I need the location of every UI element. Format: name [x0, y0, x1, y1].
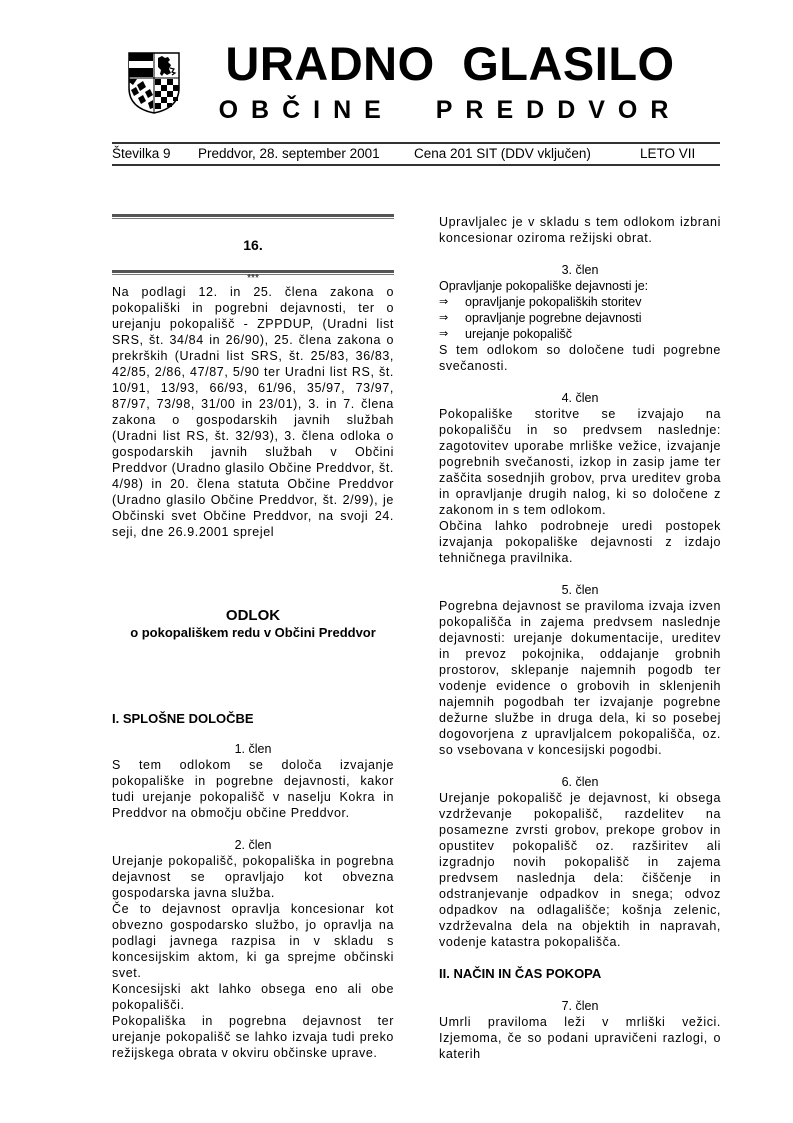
article-5-text: Pogrebna dejavnost se praviloma izvaja izven pokopališča in zajema predvsem naslednje dejavnosti: urejanje dokumentacije, ureditev in prevoz pokojnika, oddajanje grobnih prostorov, sklepanje najemnih pogodb ter vodenje evidence o grobovih in sklenjenih najemnih pogodbah ter izvajanje pogrebne dežurne službe in druga dela, ki so posebej dogovorjena z upravljalcem pokopališča, oz. so vsebovana v koncesijski pogodbi.	[439, 599, 721, 757]
left-column	[112, 214, 394, 1061]
document-number: 16.	[243, 237, 263, 253]
decree-title: ODLOK	[225, 607, 281, 624]
article-4-paragraph: Pokopališke storitve se izvajajo na pokopališču in so predvsem naslednje: zagotovitev uporabe mrliške vežice, izvajanje pogrebnih svečanosti, izkop in zasip jame ter zaščita sosednjih grobov, prva ureditev groba in opravljanje drugih nalog, ki so določene z zakonom in s tem odlokom.	[439, 407, 721, 517]
article-3-list	[439, 294, 721, 342]
issue-number: Številka 9	[112, 146, 171, 161]
issue-place-date: Preddvor, 28. september 2001	[198, 146, 380, 161]
list-item-text: opravljanje pogrebne dejavnosti	[465, 311, 642, 325]
article-2-paragraph: Če to dejavnost opravlja koncesionar kot obvezno gospodarsko službo, jo opravlja na podlagi javnega razpisa in v skladu s koncesijskim aktom, ki ga sprejme občinski svet.	[112, 902, 394, 980]
article-1-heading: 1. člen	[234, 742, 272, 756]
article-3-heading: 3. člen	[561, 263, 599, 277]
article-4-heading: 4. člen	[561, 391, 599, 405]
coat-of-arms-icon	[128, 52, 180, 114]
article-7-heading: 7. člen	[561, 999, 599, 1013]
list-item-text: urejanje pokopališč	[465, 327, 573, 341]
list-item	[439, 294, 721, 310]
article-1-text: S tem odlokom se določa izvajanje pokopališke in pogrebne dejavnosti, kakor tudi urejanje pokopališč v naselju Kokra in Preddvor na območju občine Preddvor.	[112, 758, 394, 820]
article-2-paragraph: Koncesijski akt lahko obsega eno ali obe pokopališči.	[112, 982, 394, 1012]
section-heading-1: I. SPLOŠNE DOLOČBE	[112, 711, 254, 726]
article-7-text: Umrli praviloma leži v mrliški vežici. Izjemoma, če so podani upravičeni razlogi, o katerih	[439, 1015, 721, 1061]
issue-price: Cena 201 SIT (DDV vključen)	[414, 146, 591, 161]
list-item	[439, 310, 721, 326]
article-3-intro: Opravljanje pokopališke dejavnosti je:	[439, 279, 649, 293]
publication-title: URADNO GLASILO	[225, 37, 675, 90]
divider	[112, 214, 394, 217]
continuation-text: Upravljalec je v skladu s tem odlokom izbrani koncesionar oziroma režijski obrat.	[439, 215, 721, 245]
article-2-heading: 2. člen	[234, 838, 272, 852]
article-3-outro: S tem odlokom so določene tudi pogrebne svečanosti.	[439, 343, 721, 373]
decree-heading	[112, 607, 394, 641]
list-item	[439, 326, 721, 342]
article-6-heading: 6. člen	[561, 775, 599, 789]
preamble-text: Na podlagi 12. in 25. člena zakona o pokopališki in pogrebni dejavnosti, ter o urejanju pokopališč - ZPPDUP, (Uradni list SRS, št. 34/84 in 26/90), 25. člena zakona o prekrških (Uradni list SRS, št. 25/83, 36/83, 42/85, 2/86, 47/87, 5/90 ter Uradni list RS, št. 10/91, 13/93, 66/93, 61/96, 35/97, 73/97, 87/97, 73/98, 31/00 in 23/01), 3. in 7. člena zakona o gospodarskih javnih službah (Uradni list RS, št. 32/93), 3. člena odloka o gospodarskih javnih službah v Občini Preddvor (Uradno glasilo Občine Preddvor, št. 4/98) in 20. člena statuta Občine Preddvor (Uradno glasilo Občine Preddvor, št. 2/99), je Občinski svet Občine Preddvor, na svoji 24. seji, dne 26.9.2001 sprejel	[112, 285, 394, 539]
publication-subtitle: OBČINE PREDDVOR	[218, 96, 682, 124]
issue-year: LETO VII	[640, 146, 696, 161]
article-5-heading: 5. člen	[561, 583, 599, 597]
issue-info-bar	[112, 142, 720, 166]
list-item-text: opravljanje pokopaliških storitev	[465, 295, 642, 309]
decree-subtitle: o pokopališkem redu v Občini Preddvor	[130, 625, 376, 640]
double-arrow-right-icon: ⇒	[439, 295, 449, 308]
separator-stars: ***	[247, 273, 259, 284]
double-arrow-right-icon: ⇒	[439, 327, 449, 340]
article-2-paragraph: Urejanje pokopališč, pokopališka in pogrebna dejavnost se opravljajo kot obvezna gospodarska javna služba.	[112, 854, 394, 900]
article-2-paragraph: Pokopališka in pogrebna dejavnost ter urejanje pokopališč se lahko izvaja tudi preko režijskega obrata v okviru občinske uprave.	[112, 1014, 394, 1060]
article-4-paragraph: Občina lahko podrobneje uredi postopek izvajanja pokopališke dejavnosti z izdajo tehničnega pravilnika.	[439, 519, 721, 565]
right-column	[439, 214, 721, 1062]
section-heading-2: II. NAČIN IN ČAS POKOPA	[439, 966, 602, 981]
article-6-text: Urejanje pokopališč je dejavnost, ki obsega vzdrževanje pokopališč, razdelitev na posamezne zvrsti grobov, prekope grobov in opustitev pokopališč oz. razširitev ali izgradnjo novih pokopališč in zajema predvsem naslednja dela: čiščenje in odstranjevanje odpadkov in snega; odvoz odpadkov na odlagališče; košnja zelenic, vzdrževalna dela na objektih in napravah, vodenje katastra pokopališča.	[439, 791, 721, 949]
double-arrow-right-icon: ⇒	[439, 311, 449, 324]
